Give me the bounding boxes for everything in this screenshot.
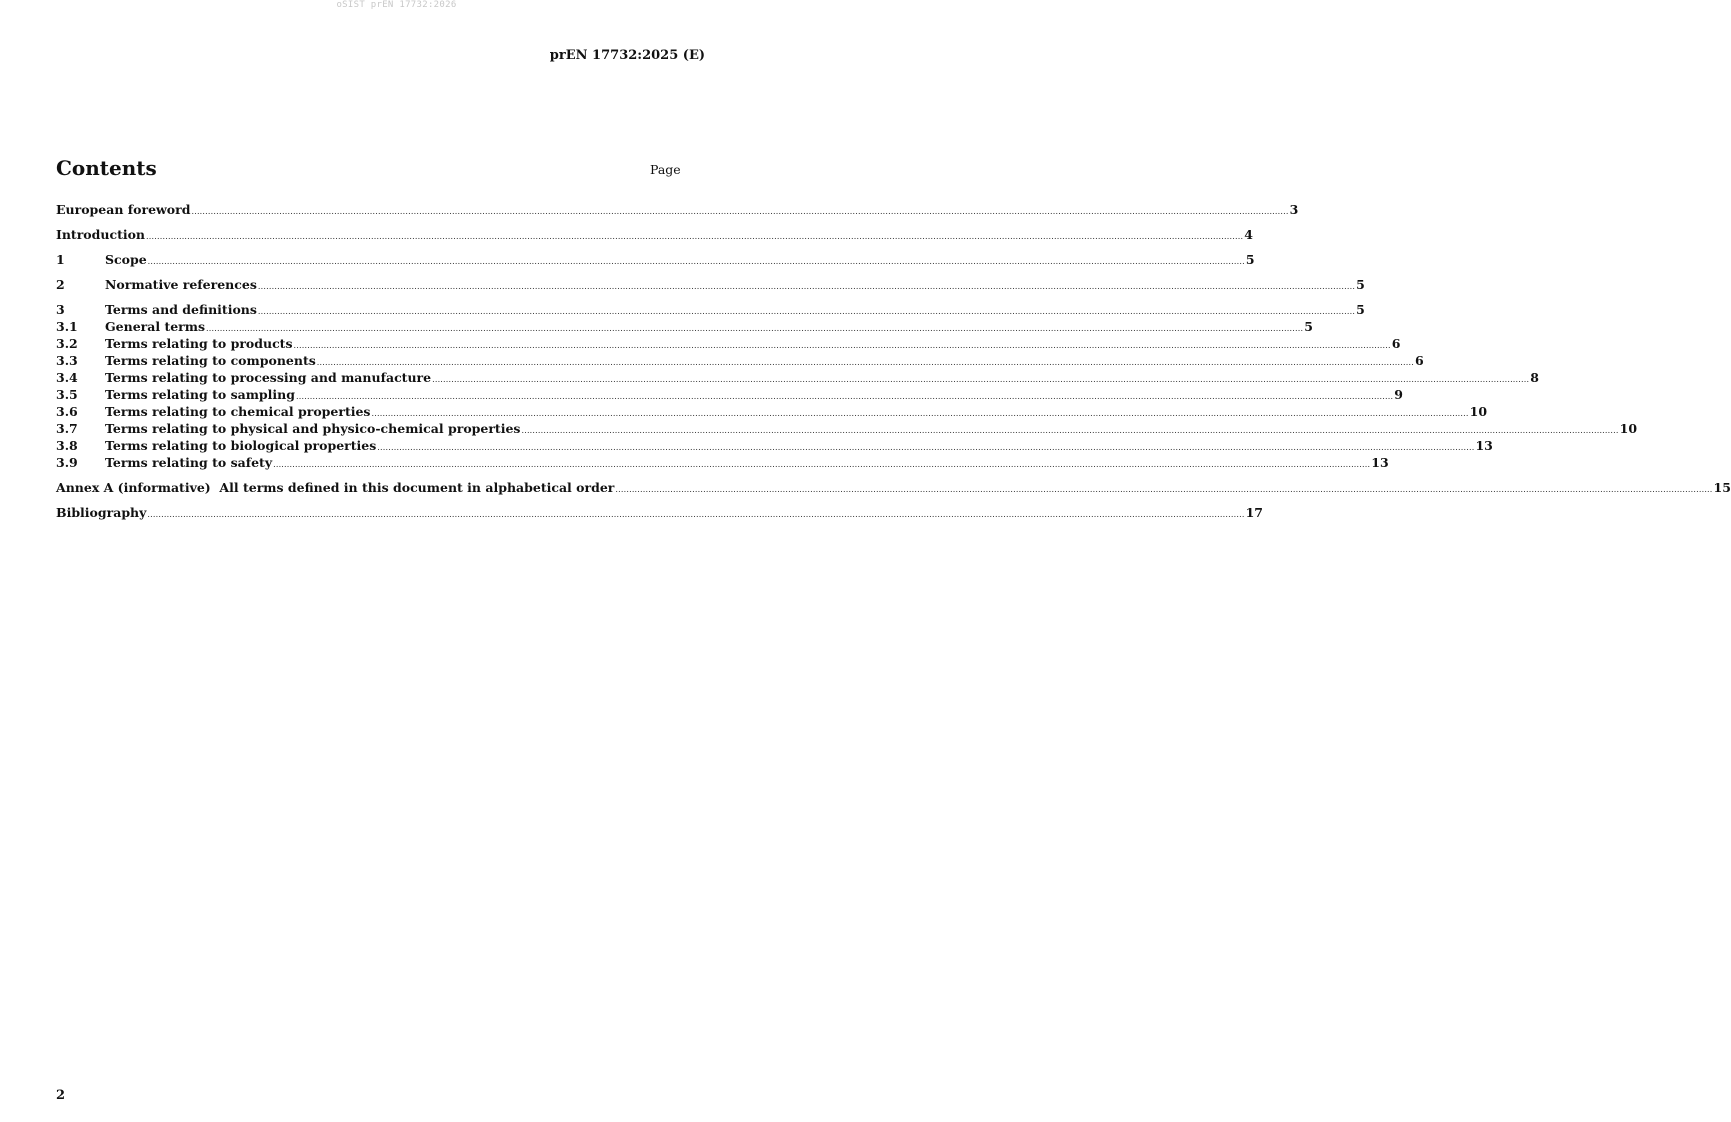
page-column-label: Page [650, 162, 681, 177]
toc-entry-page: 3 [1289, 202, 1299, 217]
toc-entry-number: 1 [56, 252, 65, 267]
toc-entry-page: 5 [1356, 302, 1365, 317]
document-id: prEN 17732:2025 (E) [549, 48, 705, 63]
toc-entry-page: 13 [1371, 455, 1389, 470]
toc-entry-number: 3.6 [56, 404, 78, 419]
toc-entry-european-foreword[interactable] [56, 201, 1299, 218]
toc-entry-number: 3.4 [56, 370, 78, 385]
toc-entry-number: 3.3 [56, 353, 78, 368]
toc-entry-title: Terms and definitions [105, 302, 257, 317]
toc-entry-number: 3.8 [56, 438, 78, 453]
page-number: 2 [56, 1088, 66, 1103]
toc-entry-page: 4 [1244, 227, 1253, 242]
toc-entry-3-5[interactable] [56, 386, 1403, 403]
table-of-contents [56, 201, 1731, 521]
toc-leader-dots: ................................................................................................................................................................................................................................................................................................................................................................................................................ [296, 392, 1394, 401]
toc-entry-title: Terms relating to physical and physico-chemical properties [105, 421, 521, 436]
toc-entry-title: European foreword [56, 202, 191, 217]
toc-entry-page: 10 [1469, 404, 1488, 419]
toc-entry-3-4[interactable] [56, 369, 1539, 386]
toc-entry-page: 6 [1414, 353, 1424, 368]
toc-entry-3-7[interactable] [56, 420, 1638, 437]
toc-entry-3-9[interactable] [56, 454, 1389, 471]
toc-entry-normative-references[interactable] [56, 276, 1365, 293]
toc-leader-dots: ................................................................................................................................................................................................................................................................................................................................................................................................................ [273, 460, 1371, 469]
toc-leader-dots: ................................................................................................................................................................................................................................................................................................................................................................................................................ [147, 510, 1245, 519]
toc-entry-3-6[interactable] [56, 403, 1488, 420]
toc-leader-dots: ................................................................................................................................................................................................................................................................................................................................................................................................................ [371, 409, 1469, 418]
toc-entry-3-8[interactable] [56, 437, 1493, 454]
toc-leader-dots: ................................................................................................................................................................................................................................................................................................................................................................................................................ [293, 341, 1391, 350]
toc-entry-title: Terms relating to processing and manufacture [105, 370, 432, 385]
toc-entry-page: 9 [1394, 387, 1403, 402]
toc-leader-dots: ................................................................................................................................................................................................................................................................................................................................................................................................................ [432, 375, 1530, 384]
toc-entry-page: 6 [1391, 336, 1401, 351]
toc-entry-scope[interactable] [56, 251, 1255, 268]
toc-entry-number: 3.5 [56, 387, 78, 402]
watermark: oSIST prEN 17732:2026 [336, 0, 457, 10]
toc-entry-title: Scope [105, 252, 147, 267]
toc-entry-number: 2 [56, 277, 65, 292]
toc-entry-title: Normative references [105, 277, 257, 292]
toc-leader-dots: ................................................................................................................................................................................................................................................................................................................................................................................................................ [147, 257, 1245, 266]
toc-entry-title: Bibliography [56, 505, 147, 520]
toc-entry-bibliography[interactable] [56, 504, 1263, 521]
contents-heading: Contents [56, 156, 157, 180]
toc-entry-title: Terms relating to chemical properties [105, 404, 371, 419]
toc-leader-dots: ................................................................................................................................................................................................................................................................................................................................................................................................................ [521, 426, 1619, 435]
toc-entry-title: Terms relating to components [105, 353, 316, 368]
toc-entry-page: 5 [1356, 277, 1365, 292]
toc-entry-number: 3.9 [56, 455, 78, 470]
toc-leader-dots: ................................................................................................................................................................................................................................................................................................................................................................................................................ [257, 282, 1356, 291]
toc-leader-dots: ................................................................................................................................................................................................................................................................................................................................................................................................................ [191, 207, 1289, 216]
toc-entry-page: 15 [1713, 480, 1731, 495]
toc-leader-dots: ................................................................................................................................................................................................................................................................................................................................................................................................................ [206, 324, 1304, 333]
toc-entry-page: 5 [1304, 319, 1313, 334]
toc-entry-title: Terms relating to safety [105, 455, 273, 470]
toc-entry-terms-and-definitions[interactable] [56, 301, 1365, 318]
toc-entry-annex-a[interactable] [56, 479, 1731, 496]
toc-leader-dots: ................................................................................................................................................................................................................................................................................................................................................................................................................ [146, 232, 1244, 241]
toc-leader-dots: ................................................................................................................................................................................................................................................................................................................................................................................................................ [257, 307, 1356, 316]
toc-entry-3-3[interactable] [56, 352, 1424, 369]
toc-entry-3-2[interactable] [56, 335, 1401, 352]
toc-entry-title: Terms relating to biological properties [105, 438, 377, 453]
toc-entry-3-1[interactable] [56, 318, 1313, 335]
toc-entry-number: 3 [56, 302, 65, 317]
toc-entry-introduction[interactable] [56, 226, 1253, 243]
toc-entry-page: 10 [1619, 421, 1638, 436]
toc-entry-title: General terms [105, 319, 206, 334]
toc-entry-number: 3.2 [56, 336, 78, 351]
toc-leader-dots: ................................................................................................................................................................................................................................................................................................................................................................................................................ [615, 485, 1713, 494]
toc-entry-number: 3.7 [56, 421, 78, 436]
toc-entry-title: Introduction [56, 227, 146, 242]
toc-leader-dots: ................................................................................................................................................................................................................................................................................................................................................................................................................ [377, 443, 1475, 452]
toc-entry-page: 8 [1530, 370, 1539, 385]
toc-entry-page: 5 [1245, 252, 1255, 267]
toc-leader-dots: ................................................................................................................................................................................................................................................................................................................................................................................................................ [316, 358, 1414, 367]
toc-entry-page: 13 [1475, 438, 1493, 453]
toc-entry-page: 17 [1245, 505, 1263, 520]
toc-entry-number: 3.1 [56, 319, 78, 334]
toc-entry-title: Terms relating to sampling [105, 387, 296, 402]
toc-entry-title: Annex A (informative) All terms defined in this document in alphabetical order [56, 480, 615, 495]
toc-entry-title: Terms relating to products [105, 336, 293, 351]
